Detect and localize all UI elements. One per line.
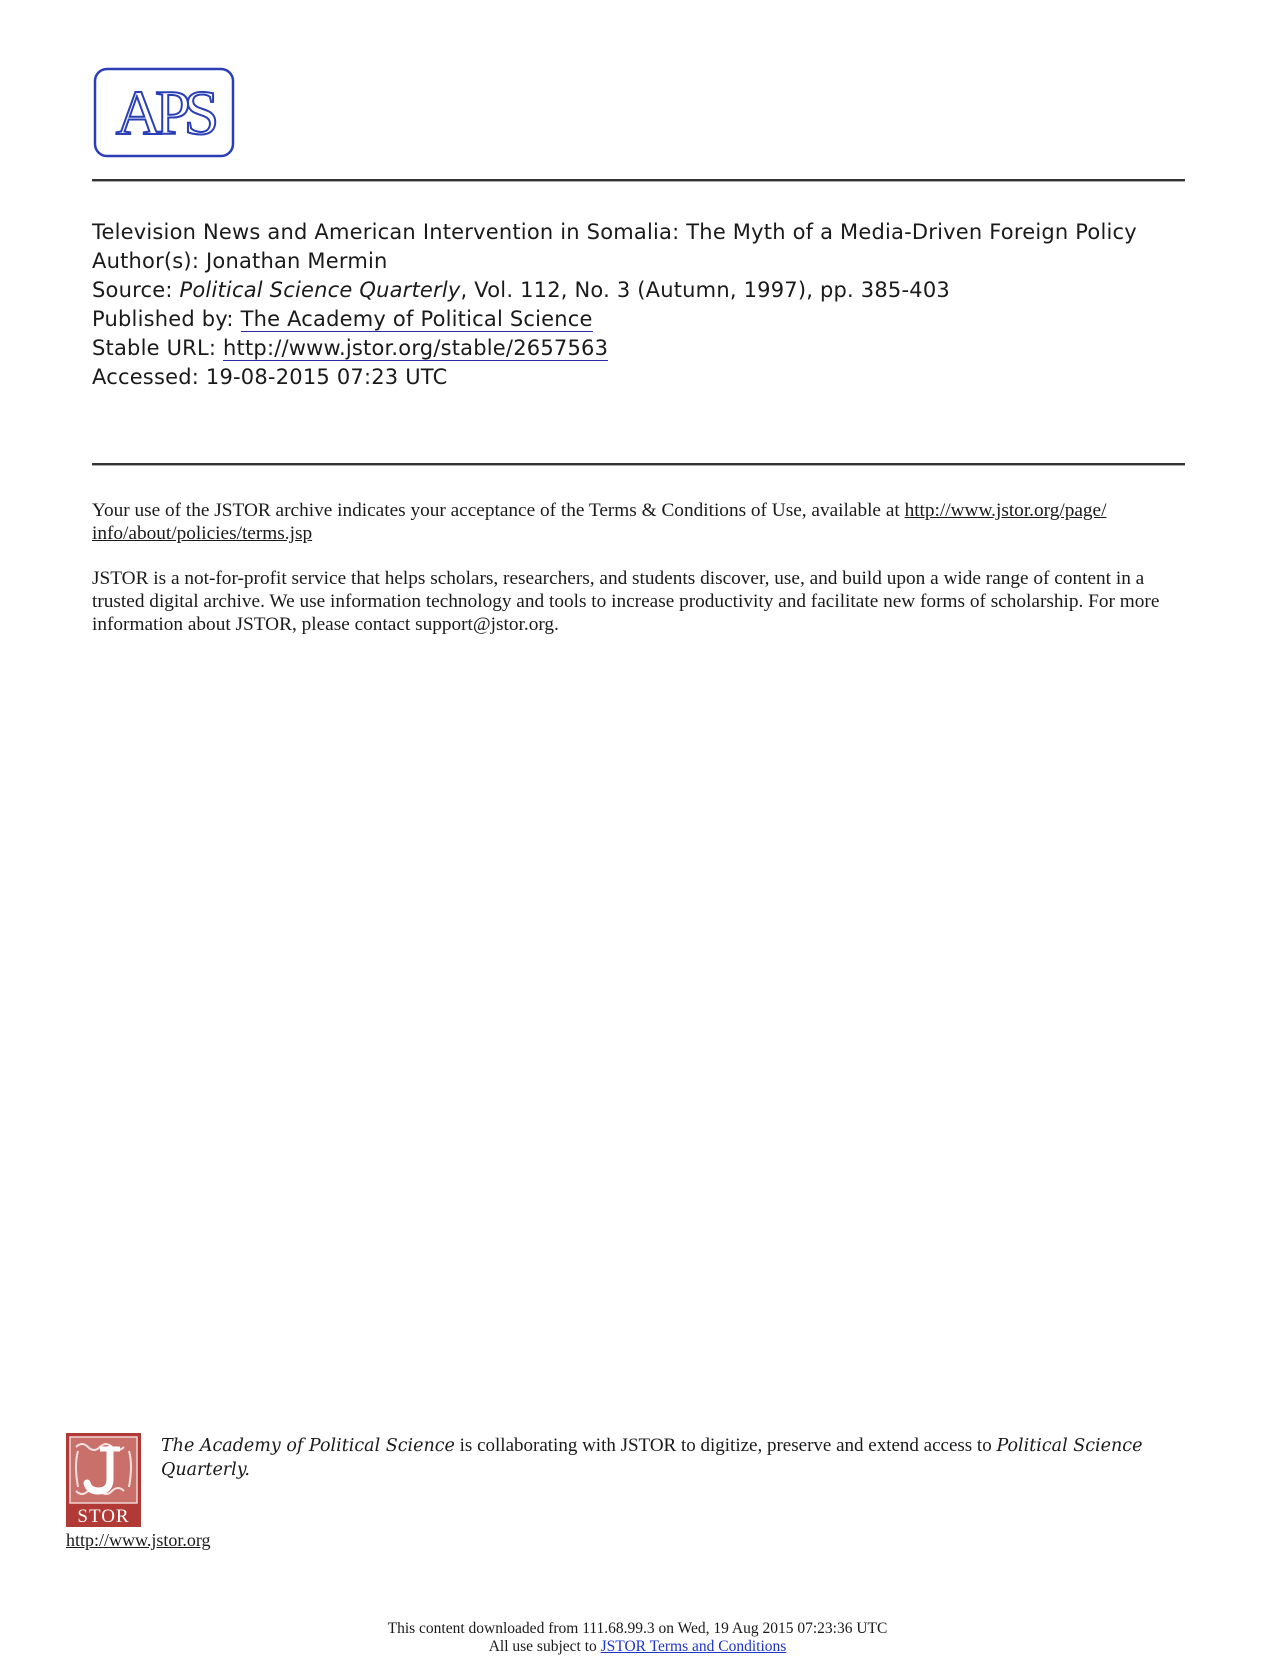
- stable-url-link[interactable]: http://www.jstor.org/stable/2657563: [223, 336, 609, 360]
- middle-divider: [92, 463, 1185, 465]
- author-name: Jonathan Mermin: [206, 249, 388, 273]
- journal-name: Political Science Quarterly: [179, 278, 461, 302]
- aps-logo: [93, 67, 235, 158]
- author-label: Author(s):: [92, 249, 200, 273]
- jstor-home-link[interactable]: http://www.jstor.org: [66, 1530, 211, 1550]
- source-label: Source:: [92, 278, 173, 302]
- publisher-label: Published by:: [92, 307, 234, 331]
- collab-journal: Political Science Quarterly: [161, 1436, 1143, 1480]
- terms-url-part2: info/about/policies/terms.jsp: [92, 523, 313, 544]
- accessed-line: [92, 363, 1192, 392]
- publisher-line: [92, 305, 1192, 334]
- collaboration-note: [161, 1434, 1191, 1482]
- accessed-date: 19-08-2015 07:23 UTC: [205, 365, 448, 389]
- terms-text: Your use of the JSTOR archive indicates your acceptance of the Terms & Conditions of Use, available at: [92, 500, 900, 521]
- source-details: , Vol. 112, No. 3 (Autumn, 1997), pp. 385-403: [460, 278, 950, 302]
- article-metadata: [92, 218, 1192, 392]
- terms-paragraph: [92, 499, 1182, 545]
- stable-url-label: Stable URL:: [92, 336, 217, 360]
- jstor-logo: [66, 1433, 141, 1527]
- stable-url-line: [92, 334, 1192, 363]
- terms-section: [92, 499, 1182, 658]
- collab-end: .: [244, 1460, 250, 1480]
- jstor-terms-link[interactable]: JSTOR Terms and Conditions: [600, 1638, 787, 1655]
- collab-text: is collaborating with JSTOR to digitize, preserve and extend access to: [459, 1435, 992, 1456]
- download-footer: [0, 1620, 1275, 1656]
- collab-publisher: The Academy of Political Science: [161, 1436, 455, 1456]
- footer-terms-prefix: All use subject to: [488, 1638, 597, 1655]
- top-divider: [92, 179, 1185, 181]
- footer-download-info: This content downloaded from 111.68.99.3 on Wed, 19 Aug 2015 07:23:36 UTC: [387, 1620, 888, 1637]
- jstor-logo-text: STOR: [77, 1506, 130, 1527]
- author-line: [92, 247, 1192, 276]
- article-title: Television News and American Intervention in Somalia: The Myth of a Media-Driven Foreign Policy: [92, 220, 1137, 244]
- aps-logo-text: APS: [115, 77, 213, 148]
- accessed-label: Accessed:: [92, 365, 200, 389]
- jstor-info-paragraph: JSTOR is a not-for-profit service that helps scholars, researchers, and students discover, use, and build upon a wide range of content in a trusted digital archive. We use information technology and tools to increase productivity and facilitate new forms of scholarship. For more information about JSTOR, please contact support@jstor.org.: [92, 568, 1160, 635]
- footer-terms-line: [0, 1638, 1275, 1656]
- source-line: [92, 276, 1192, 305]
- terms-url-part1: http://www.jstor.org/page/: [904, 500, 1107, 521]
- publisher-link[interactable]: The Academy of Political Science: [240, 307, 593, 331]
